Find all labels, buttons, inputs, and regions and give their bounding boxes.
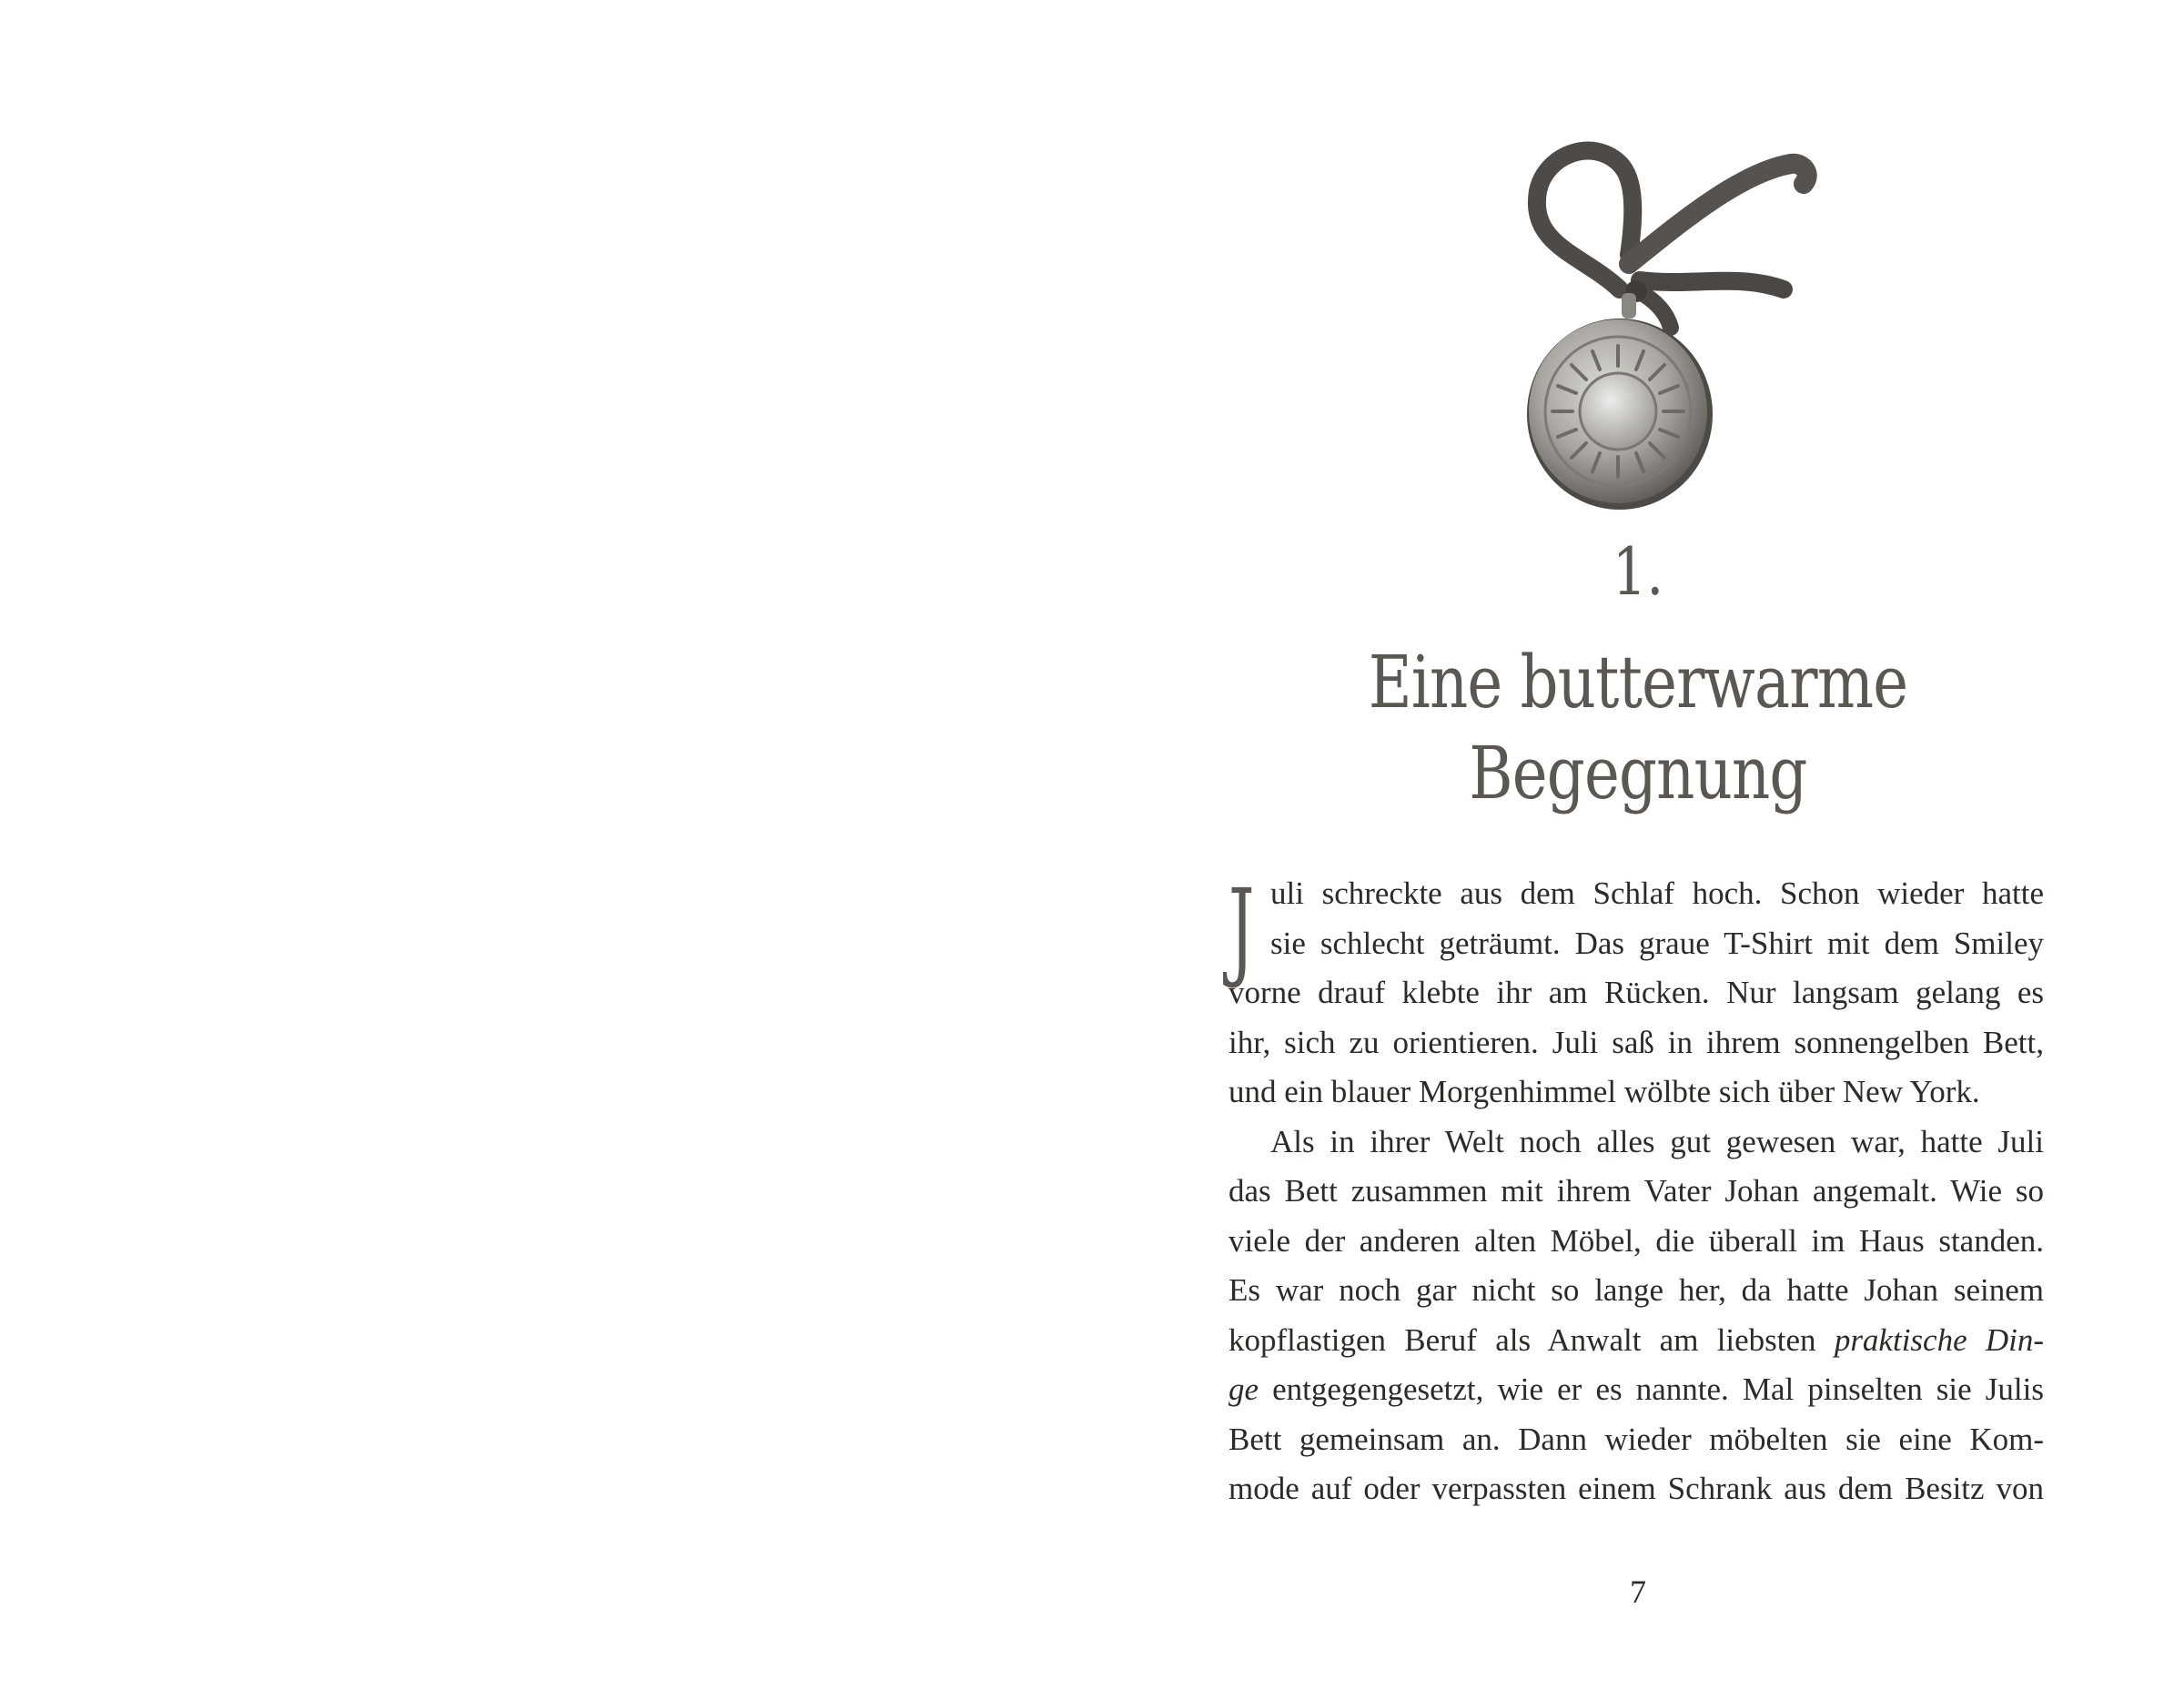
text-line: sie schlecht geträumt. Das graue T-Shirt mit dem Smiley [1270,925,2044,961]
chapter-title-line-1: Eine butterwarme [1368,640,1908,724]
drop-cap: J [1228,865,1255,991]
page-number: 7 [1630,1574,1646,1610]
medallion-icon [1474,137,1838,519]
text-line [1228,1316,2044,1366]
chapter-title [1092,637,2184,819]
text-line: mode auf oder verpassten einem Schrank aus dem Besitz von [1228,1471,2044,1506]
text-line: Als in ihrer Welt noch alles gut gewesen war, hatte Juli [1270,1123,2044,1159]
body-text [1228,865,2045,1514]
italic-text: ge [1228,1371,1259,1407]
text-line: uli schreckte aus dem Schlaf hoch. Schon wieder hatte [1270,875,2044,911]
text-segment: kopflastigen Beruf als Anwalt am liebsten [1228,1321,1835,1358]
text-line: und ein blauer Morgenhimmel wölbte sich über New York. [1228,1074,1980,1109]
text-line: vorne drauf klebte ihr am Rücken. Nur langsam gelang es [1228,975,2044,1010]
text-segment: entgegengesetzt, wie er es nannte. Mal pinselten sie Julis [1259,1371,2044,1407]
text-line: das Bett zusammen mit ihrem Vater Johan angemalt. Wie so [1228,1173,2044,1209]
text-line: viele der anderen alten Möbel, die überall im Haus standen. [1228,1222,2044,1259]
text-line [1228,1365,2044,1415]
chapter-title-line-2: Begegnung [1469,731,1807,815]
text-line: Es war noch gar nicht so lange her, da hatte Johan seinem [1228,1272,2044,1308]
right-page [1092,0,2184,1700]
text-line: Bett gemeinsam an. Dann wieder möbelten sie eine Kom- [1228,1421,2044,1457]
text-line: ihr, sich zu orientieren. Juli saß in ihrem sonnengelben Bett, [1228,1024,2044,1060]
chapter-number: 1. [1612,533,1664,610]
italic-text: praktische Din- [1834,1321,2045,1358]
